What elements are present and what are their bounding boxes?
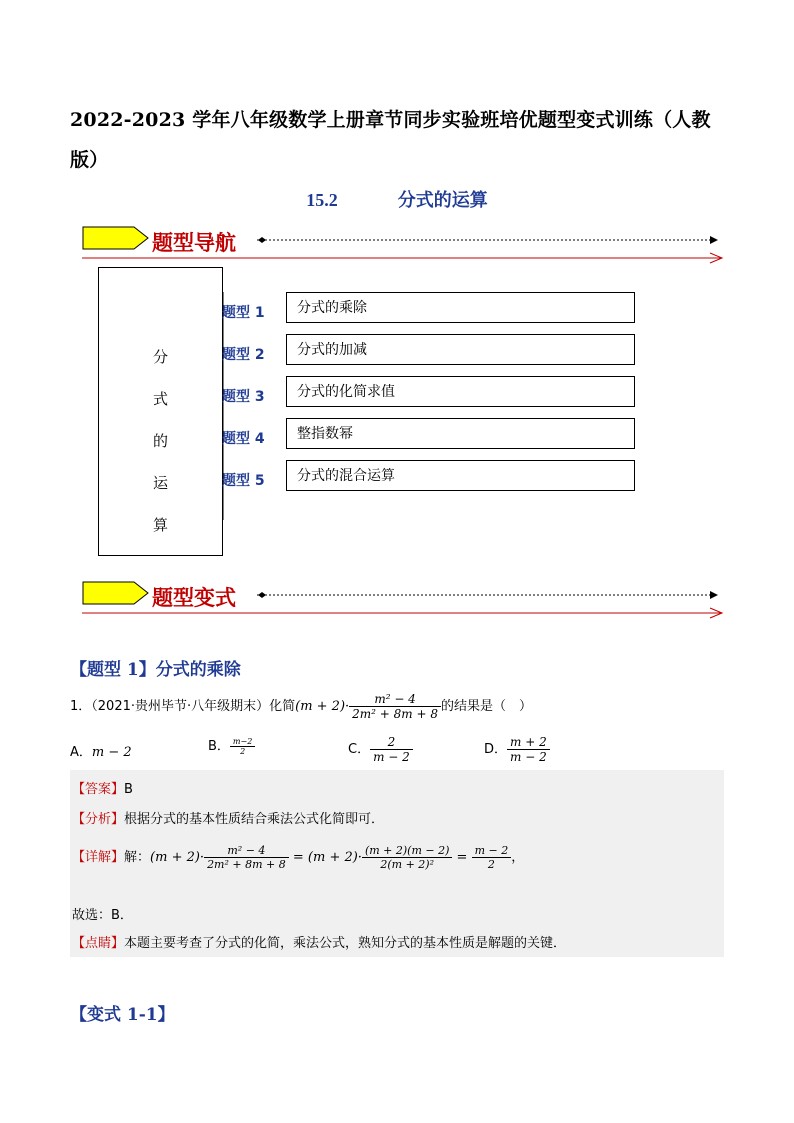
topic-box <box>98 267 223 556</box>
topic-box-text <box>99 336 222 546</box>
comment-tag: 【点睛】 <box>72 936 125 951</box>
nav-section-header <box>82 225 727 265</box>
option-key: D． <box>484 742 508 757</box>
topic-char: 的 <box>152 432 168 450</box>
comment-text: 本题主要考查了分式的化简，乘法公式，熟知分式的基本性质是解题的关键． <box>124 936 567 951</box>
option-b[interactable] <box>208 735 255 756</box>
option-a[interactable] <box>70 741 132 760</box>
nav-header-label: 题型导航 <box>152 230 236 255</box>
detail-factor: (m + 2)· <box>150 850 205 865</box>
answer-line <box>72 778 133 797</box>
fraction-numerator: m² − 4 <box>349 692 441 707</box>
fraction-numerator: (m + 2)(m − 2) <box>362 844 452 858</box>
nav-item-label: 题型 1 <box>222 305 265 321</box>
answer-value: B <box>124 782 133 797</box>
choose-line: 故选：B． <box>72 908 133 923</box>
fraction-denominator: 2 <box>487 858 495 871</box>
comment-line <box>72 932 566 951</box>
variants-header-label: 题型变式 <box>152 585 236 610</box>
arrow-right-icon <box>710 591 718 599</box>
option-key: B． <box>208 739 230 754</box>
question-prefix: 1．（2021·贵州毕节·八年级期末）化简 <box>70 699 296 714</box>
answer-explanation-box <box>70 770 724 957</box>
question-type-heading <box>70 655 241 680</box>
option-key: C． <box>348 742 371 757</box>
yellow-pentagon-icon <box>83 582 148 604</box>
question-type-name: 题型 1 <box>87 660 139 680</box>
section-title <box>0 186 794 212</box>
fraction-denominator: 2m² + 8m + 8 <box>207 858 286 871</box>
question-fraction <box>349 692 441 721</box>
question-1 <box>70 692 532 721</box>
option-fraction <box>230 737 255 756</box>
fraction-denominator: m − 2 <box>373 750 410 764</box>
analysis-line <box>72 808 384 827</box>
nav-item-text: 分式的化简求值 <box>286 376 635 407</box>
section-name: 分式的运算 <box>397 190 488 211</box>
nav-item-label: 题型 3 <box>222 389 265 405</box>
fraction-denominator: 2 <box>240 747 246 756</box>
nav-item-4[interactable] <box>222 418 642 452</box>
nav-item-text: 分式的加减 <box>286 334 635 365</box>
topic-char: 式 <box>152 390 168 408</box>
detail-fraction-3 <box>472 844 512 871</box>
nav-item-text: 分式的乘除 <box>286 292 635 323</box>
option-d[interactable] <box>484 735 550 764</box>
option-c[interactable] <box>348 735 413 764</box>
arrow-right-icon <box>710 236 718 244</box>
variant-heading: 【变式 1-1】 <box>70 1005 175 1025</box>
nav-item-label: 题型 5 <box>222 473 265 489</box>
fraction-numerator: 2 <box>370 735 413 750</box>
analysis-text: 根据分式的基本性质结合乘法公式化简即可． <box>124 812 385 827</box>
nav-item-text: 整指数幂 <box>286 418 635 449</box>
bracket-open: 【 <box>70 660 87 680</box>
bracket-close: 】 <box>138 660 156 680</box>
topic-char: 分 <box>152 348 168 366</box>
fraction-numerator: m − 2 <box>472 844 512 858</box>
detail-fraction-1 <box>204 844 289 871</box>
variants-section-header <box>82 580 727 620</box>
yellow-pentagon-icon <box>83 227 148 249</box>
detail-equals: = (m + 2)· <box>288 850 362 865</box>
topic-char: 运 <box>152 474 168 492</box>
document-title: 2022-2023 学年八年级数学上册章节同步实验班培优题型变式训练（人教版） <box>70 109 711 171</box>
fraction-denominator: m − 2 <box>510 750 547 764</box>
detail-tag: 【详解】 <box>72 850 125 865</box>
detail-line <box>72 844 524 871</box>
nav-item-text: 分式的混合运算 <box>286 460 635 491</box>
question-type-title: 分式的乘除 <box>155 660 241 680</box>
nav-item-2[interactable] <box>222 334 642 368</box>
topic-char: 算 <box>152 516 168 534</box>
nav-list <box>222 292 642 522</box>
nav-item-3[interactable] <box>222 376 642 410</box>
fraction-denominator: 2m² + 8m + 8 <box>352 707 438 721</box>
nav-item-5[interactable] <box>222 460 642 494</box>
detail-equals: = <box>452 850 472 865</box>
detail-end: ， <box>511 850 525 865</box>
fraction-denominator: 2(m + 2)² <box>380 858 434 871</box>
nav-item-1[interactable] <box>222 292 642 326</box>
fraction-numerator: m² − 4 <box>204 844 289 858</box>
answer-tag: 【答案】 <box>72 782 125 797</box>
question-suffix: 的结果是（ ） <box>441 699 533 714</box>
detail-fraction-2 <box>362 844 452 871</box>
option-fraction <box>370 735 413 764</box>
option-fraction <box>507 735 550 764</box>
nav-item-label: 题型 2 <box>222 347 265 363</box>
fraction-numerator: m + 2 <box>507 735 550 750</box>
fraction-numerator: m−2 <box>230 737 255 747</box>
question-factor: (m + 2)· <box>295 699 350 714</box>
option-text: m − 2 <box>91 745 132 760</box>
nav-item-label: 题型 4 <box>222 431 265 447</box>
analysis-tag: 【分析】 <box>72 812 125 827</box>
option-key: A． <box>70 745 92 760</box>
detail-prefix: 解： <box>124 850 151 865</box>
section-number: 15.2 <box>306 190 338 210</box>
